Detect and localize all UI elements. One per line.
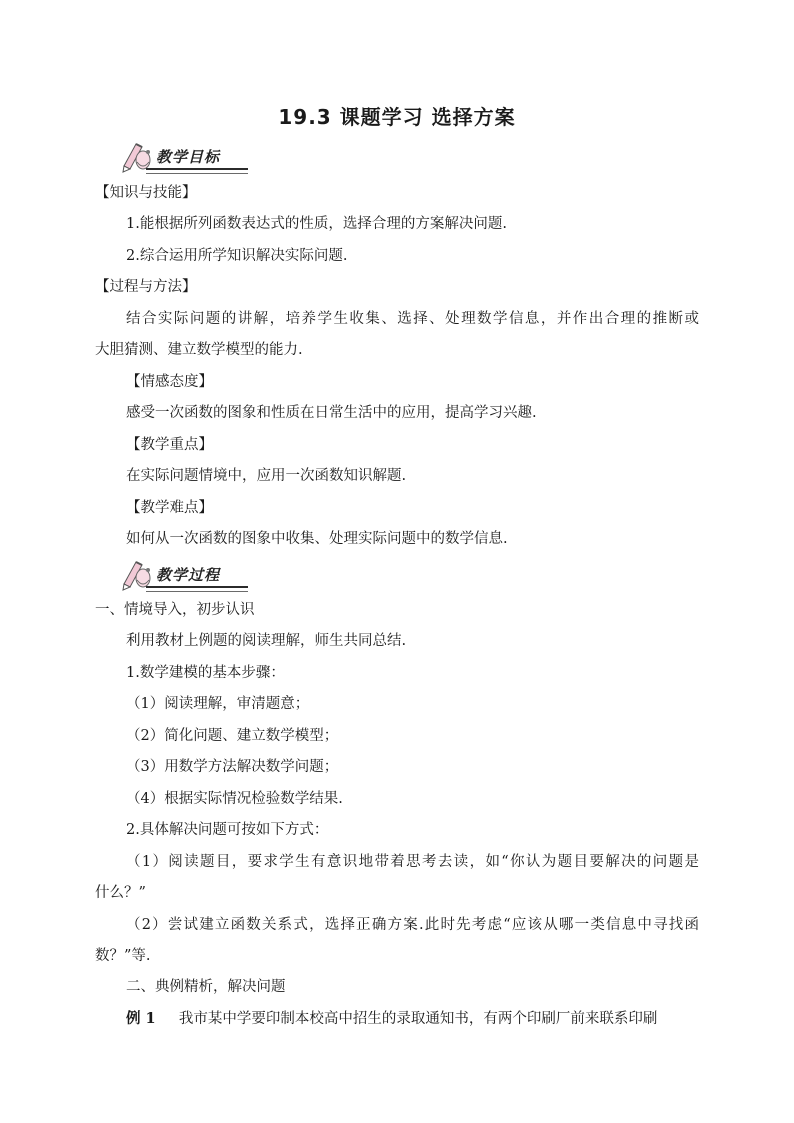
emotion-text: 感受一次函数的图象和性质在日常生活中的应用，提高学习兴趣. xyxy=(126,405,537,421)
intro-text: 利用教材上例题的阅读理解，师生共同总结. xyxy=(126,633,407,649)
section-2-heading: 二、典例精析，解决问题 xyxy=(126,979,286,995)
banner-underline xyxy=(146,168,248,170)
knowledge-heading: 【知识与技能】 xyxy=(95,185,197,201)
section-banner-goals xyxy=(118,140,250,174)
step-1: （1）阅读理解，审清题意； xyxy=(126,696,310,712)
example-label: 例 1 xyxy=(126,1010,156,1027)
process-method-heading: 【过程与方法】 xyxy=(95,279,197,295)
banner-underline-thin xyxy=(146,591,248,592)
steps-heading: 1.数学建模的基本步骤： xyxy=(126,665,285,681)
banner-label: 教学过程 xyxy=(156,566,221,584)
emotion-heading: 【情感态度】 xyxy=(126,374,213,390)
step-4: （4）根据实际情况检验数学结果. xyxy=(126,791,343,807)
difficulty-text: 如何从一次函数的图象中收集、处理实际问题中的数学信息. xyxy=(126,531,508,547)
method-2-line-1: （2）尝试建立函数关系式，选择正确方案.此时先考虑“应该从哪一类信息中寻找函 xyxy=(126,917,699,933)
method-2-line-2: 数？”等. xyxy=(95,948,151,964)
knowledge-item-2: 2.综合运用所学知识解决实际问题. xyxy=(126,248,348,264)
example-1 xyxy=(126,1009,657,1029)
process-method-text-1: 结合实际问题的讲解，培养学生收集、选择、处理数学信息，并作出合理的推断或 xyxy=(126,311,699,327)
page-title: 19.3 课题学习 选择方案 xyxy=(278,105,516,129)
section-1-heading: 一、情境导入，初步认识 xyxy=(95,602,255,618)
knowledge-item-1: 1.能根据所列函数表达式的性质，选择合理的方案解决问题. xyxy=(126,216,507,232)
step-3: （3）用数学方法解决数学问题； xyxy=(126,759,339,775)
banner-underline-thin xyxy=(146,173,248,174)
banner-underline xyxy=(146,586,248,588)
method-1-line-1: （1）阅读题目，要求学生有意识地带着思考去读，如“你认为题目要解决的问题是 xyxy=(126,854,699,870)
difficulty-heading: 【教学难点】 xyxy=(126,500,213,516)
key-point-heading: 【教学重点】 xyxy=(126,437,213,453)
key-point-text: 在实际问题情境中，应用一次函数知识解题. xyxy=(126,468,407,484)
process-method-text-2: 大胆猜测、建立数学模型的能力. xyxy=(95,342,303,358)
example-text: 我市某中学要印制本校高中招生的录取通知书，有两个印刷厂前来联系印刷 xyxy=(178,1011,658,1027)
section-banner-process xyxy=(118,558,250,592)
banner-label: 教学目标 xyxy=(156,148,221,166)
method-heading: 2.具体解决问题可按如下方式： xyxy=(126,822,329,838)
step-2: （2）简化问题、建立数学模型； xyxy=(126,728,339,744)
method-1-line-2: 什么？” xyxy=(95,885,146,901)
